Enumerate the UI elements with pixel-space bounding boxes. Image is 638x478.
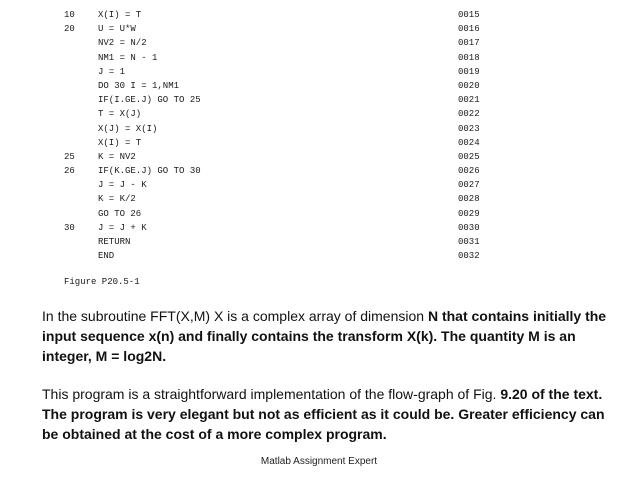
footer-credit: Matlab Assignment Expert xyxy=(260,456,378,467)
sequence-number: 0016 xyxy=(458,24,480,35)
statement-text: IF(K.GE.J) GO TO 30 xyxy=(98,166,201,177)
sequence-number: 0030 xyxy=(458,222,480,233)
statement-label: 10 xyxy=(64,10,75,20)
efficiency-paragraph xyxy=(42,384,612,444)
statement-text: U = U*W xyxy=(98,24,136,35)
statement-text: J = J + K xyxy=(98,222,147,233)
statement-text: IF(I.GE.J) GO TO 25 xyxy=(98,95,201,106)
sequence-number: 0032 xyxy=(458,251,480,262)
sequence-number: 0024 xyxy=(458,137,480,148)
sequence-number: 0020 xyxy=(458,80,480,91)
statement-label: 20 xyxy=(64,24,75,35)
sequence-number: 0025 xyxy=(458,151,480,162)
statement-label: 26 xyxy=(64,166,75,177)
sequence-number: 0026 xyxy=(458,166,480,177)
paragraph-text: In the subroutine FFT(X,M) X is a complex array of dimension xyxy=(42,308,428,324)
sequence-number: 0023 xyxy=(458,123,480,134)
sequence-number: 0027 xyxy=(458,180,480,191)
statement-text: X(I) = T xyxy=(98,10,142,20)
sequence-number: 0015 xyxy=(458,10,480,20)
statement-text: T = X(J) xyxy=(98,109,142,120)
sequence-number: 0028 xyxy=(458,194,480,205)
sequence-number: 0017 xyxy=(458,38,480,49)
statement-text: X(I) = T xyxy=(98,137,142,148)
sequence-number: 0022 xyxy=(458,109,480,120)
sequence-number: 0019 xyxy=(458,66,480,77)
figure-caption: Figure P20.5-1 xyxy=(64,277,140,287)
statement-text: J = J - K xyxy=(98,180,147,191)
statement-text: X(J) = X(I) xyxy=(98,123,158,134)
sequence-number: 0018 xyxy=(458,52,480,63)
statement-label: 30 xyxy=(64,222,75,233)
sequence-number: 0021 xyxy=(458,95,480,106)
paragraph-bold-text: N that contains initially the input sequence x(n) and finally contains the transform X(k). The quantity M is an integer, M = log2N. xyxy=(42,308,607,364)
statement-text: DO 30 I = 1,NM1 xyxy=(98,80,180,91)
paragraph-text: This program is a straightforward implementation of the flow-graph of Fig. xyxy=(42,386,501,402)
paragraph-bold-text: 9.20 of the text. The program is very elegant but not as efficient as it could be. Greater efficiency can be obtained at the cost of a more complex program. xyxy=(42,386,605,442)
description-paragraph xyxy=(42,306,612,366)
statement-text: GO TO 26 xyxy=(98,208,142,219)
statement-label: 25 xyxy=(64,151,75,162)
statement-text: NM1 = N - 1 xyxy=(98,52,158,63)
statement-text: J = 1 xyxy=(98,66,126,77)
statement-text: END xyxy=(98,251,115,262)
statement-text: NV2 = N/2 xyxy=(98,38,147,49)
sequence-number: 0029 xyxy=(458,208,480,219)
statement-text: K = K/2 xyxy=(98,194,136,205)
statement-text: RETURN xyxy=(98,237,131,247)
sequence-number: 0031 xyxy=(458,237,480,247)
statement-text: K = NV2 xyxy=(98,151,136,162)
